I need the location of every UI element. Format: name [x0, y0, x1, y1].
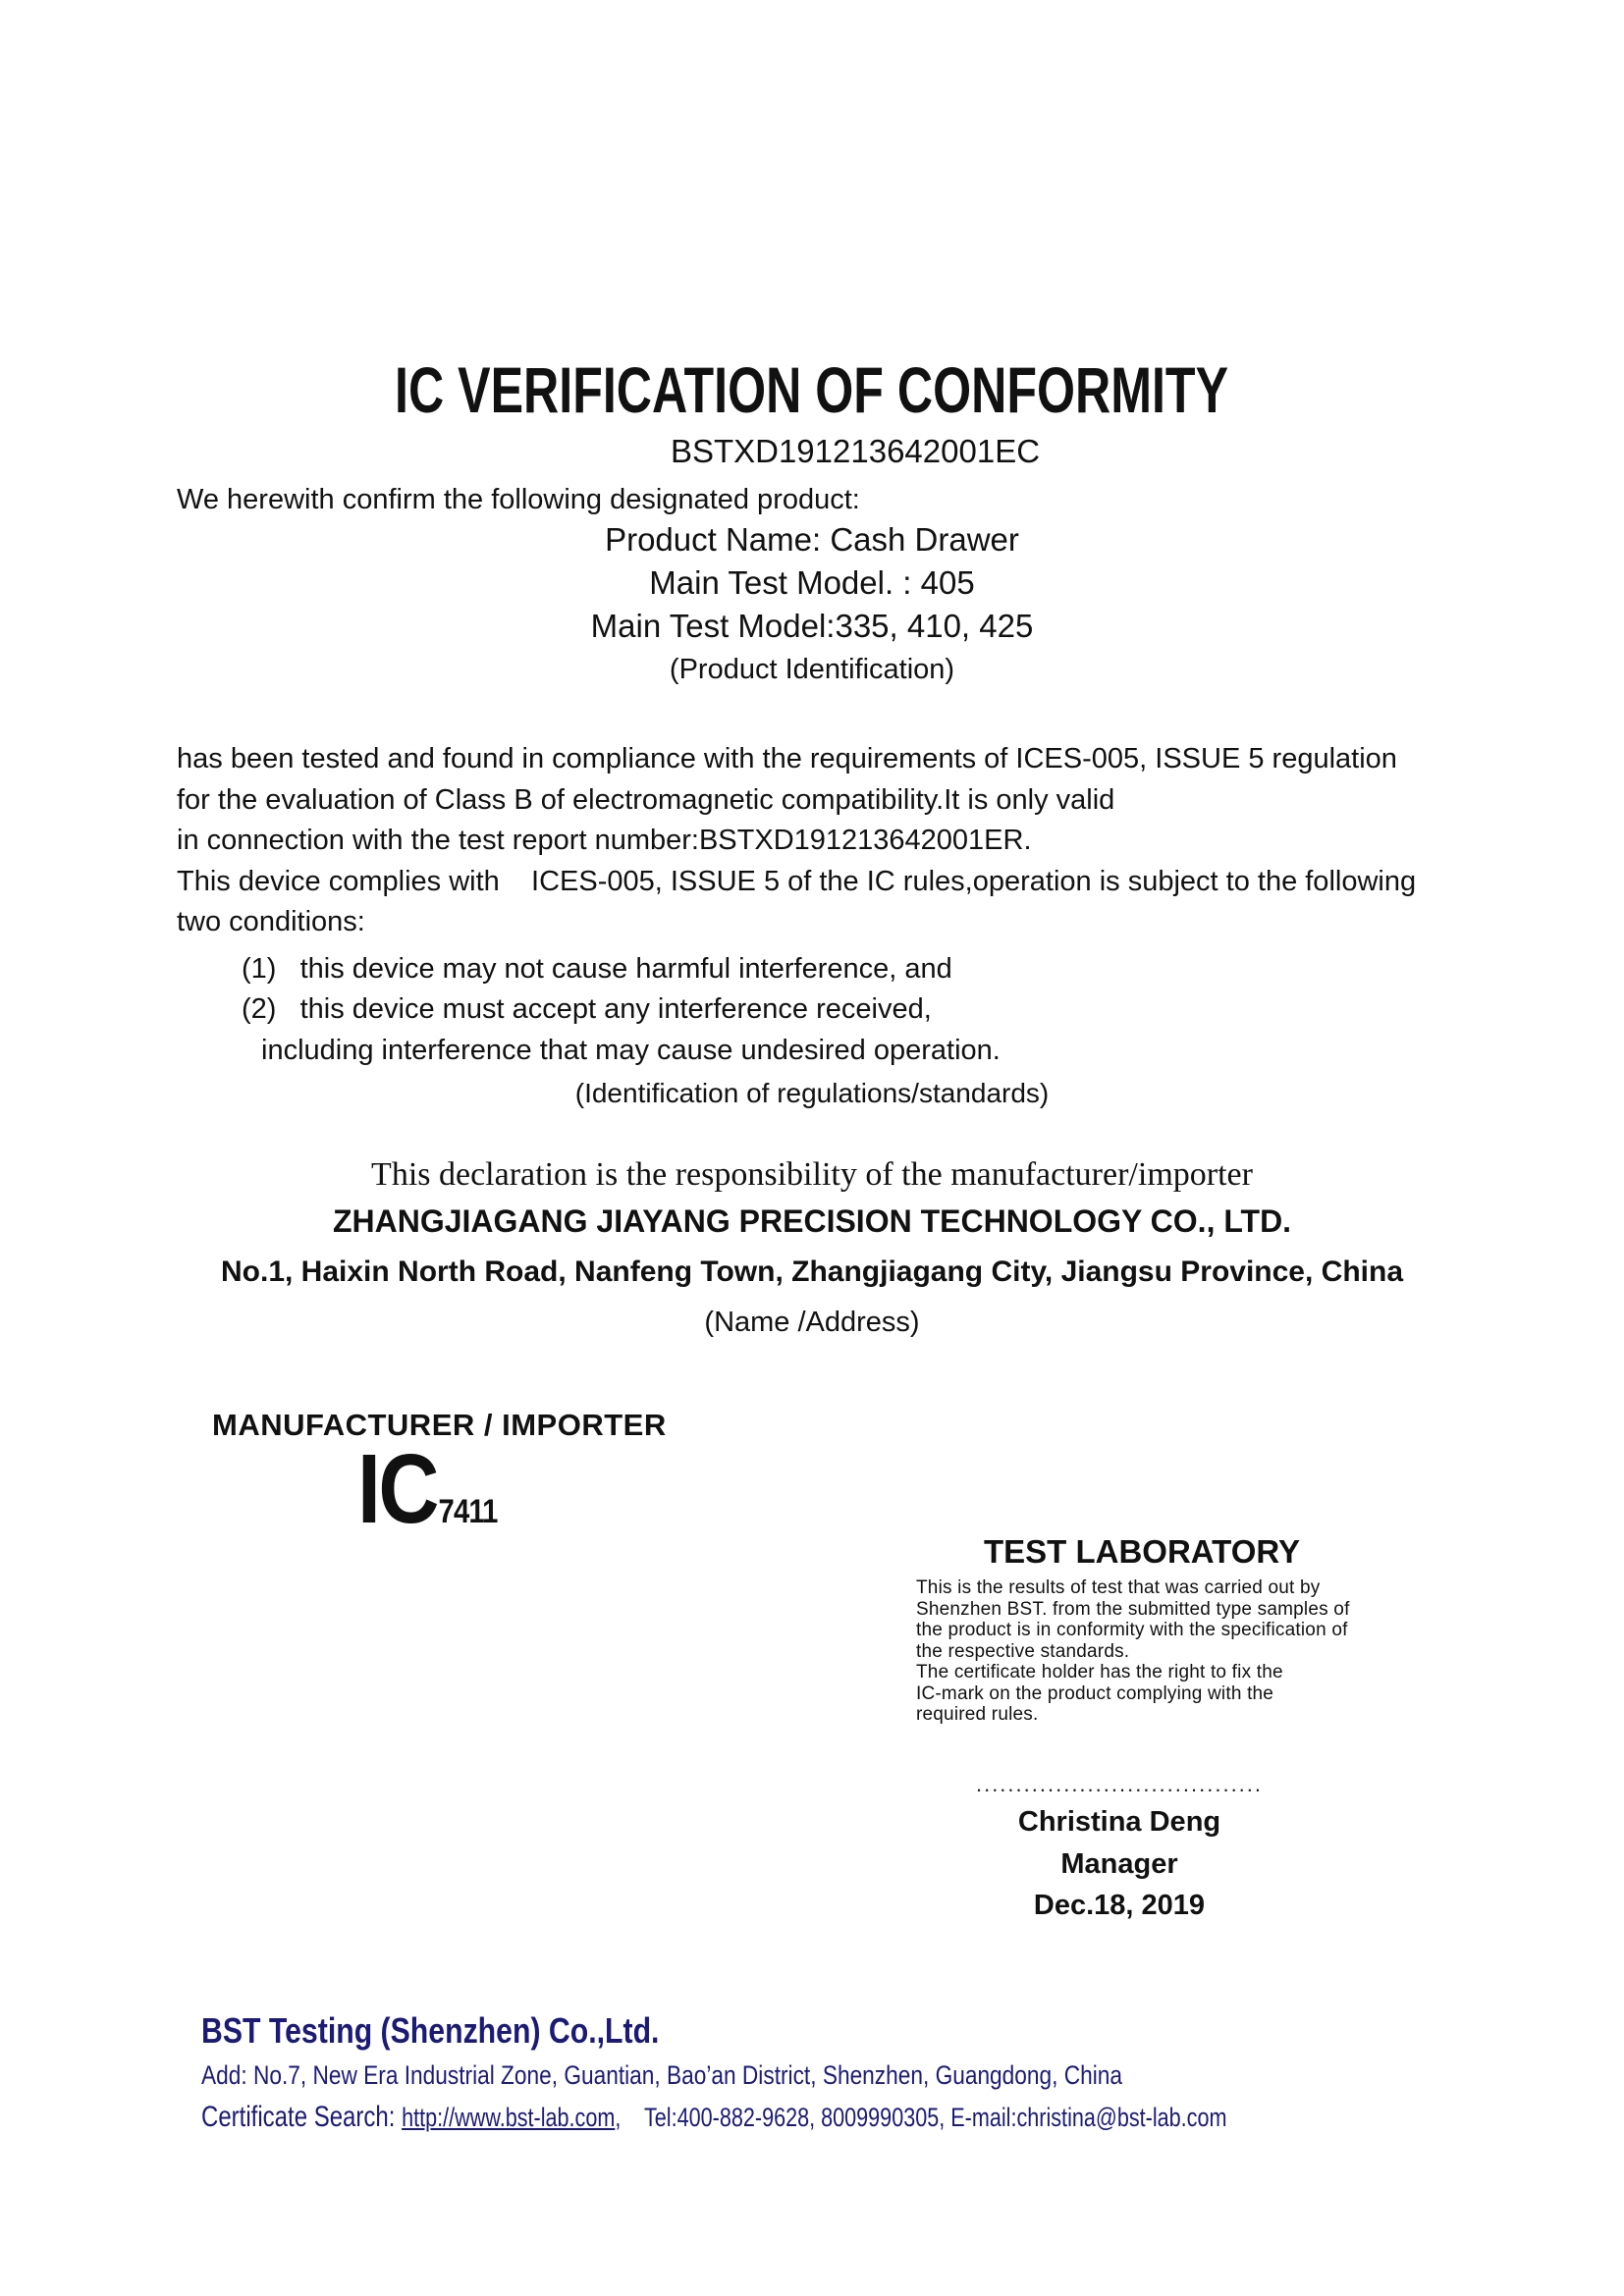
- signature-dotted-line: ....................................: [975, 1772, 1264, 1796]
- test-laboratory-text-line: Shenzhen BST. from the submitted type samples of: [916, 1598, 1350, 1620]
- regulations-caption: (Identification of regulations/standards): [574, 1078, 1050, 1108]
- main-test-model-line: Main Test Model. : 405: [649, 564, 975, 601]
- product-identification-block: [35, 518, 1589, 691]
- certificate-number: BSTXD191213642001EC: [670, 433, 1041, 469]
- test-laboratory-text-line: This is the results of test that was carried out by: [916, 1577, 1321, 1598]
- condition-item-2-continued: including interference that may cause undesired operation.: [261, 1034, 1001, 1066]
- test-laboratory-text-line: the product is in conformity with the specification of: [916, 1620, 1348, 1640]
- certificate-title-text: IC VERIFICATION OF CONFORMITY: [395, 353, 1229, 426]
- certificate-title: [0, 355, 1624, 424]
- declaration-statement: This declaration is the responsibility of the manufacturer/importer: [371, 1156, 1253, 1193]
- compliance-line: in connection with the test report number:BSTXD191213642001ER.: [177, 825, 1032, 856]
- intro-line: We herewith confirm the following designated product:: [177, 484, 860, 515]
- ic-mark-number: 7411: [438, 1493, 498, 1530]
- other-test-models-line: Main Test Model:335, 410, 425: [590, 608, 1034, 644]
- manufacturer-name: ZHANGJIAGANG JIAYANG PRECISION TECHNOLOGY CO., LTD.: [332, 1203, 1292, 1239]
- certificate-search-link[interactable]: http://www.bst-lab.com: [402, 2103, 616, 2132]
- test-laboratory-text-line: the respective standards.: [916, 1640, 1130, 1662]
- footer-contact-line: [201, 2095, 1301, 2140]
- signature-block: [962, 1773, 1276, 1926]
- footer-address: Add: No.7, New Era Industrial Zone, Guantian, Bao’an District, Shenzhen, Guangdong, China: [201, 2060, 1122, 2090]
- manufacturer-importer-heading: MANUFACTURER / IMPORTER: [212, 1408, 667, 1442]
- name-address-caption: (Name /Address): [704, 1307, 920, 1338]
- footer-contact-info: , Tel:400-882-9628, 8009990305, E-mail:christina@bst-lab.com: [615, 2103, 1227, 2132]
- test-laboratory-text-line: IC-mark on the product complying with the: [916, 1682, 1274, 1704]
- signatory-role: Manager: [1060, 1848, 1178, 1880]
- test-laboratory-section: [916, 1533, 1368, 1726]
- test-laboratory-text-line: required rules.: [916, 1704, 1039, 1725]
- compliance-line: for the evaluation of Class B of electromagnetic compatibility.It is only valid: [177, 783, 1115, 816]
- compliance-paragraph: [177, 739, 1483, 1071]
- condition-item-1: (1) this device may not cause harmful interference, and: [242, 952, 952, 985]
- certificate-search-label: Certificate Search:: [201, 2101, 403, 2133]
- manufacturer-address: No.1, Haixin North Road, Nanfeng Town, Zhangjiagang City, Jiangsu Province, China: [221, 1255, 1403, 1288]
- test-laboratory-text-line: The certificate holder has the right to fix the: [916, 1662, 1283, 1682]
- ic-mark-letters: IC: [357, 1434, 437, 1544]
- footer: [201, 2008, 1576, 2140]
- test-laboratory-heading: TEST LABORATORY: [983, 1533, 1301, 1570]
- compliance-line: This device complies with ICES-005, ISSUE 5 of the IC rules,operation is subject to the following: [177, 865, 1417, 897]
- condition-item-2: (2) this device must accept any interference received,: [242, 993, 932, 1025]
- product-id-caption: (Product Identification): [669, 654, 955, 685]
- compliance-line: two conditions:: [177, 906, 365, 937]
- issue-date: Dec.18, 2019: [1033, 1890, 1206, 1921]
- footer-company-name: BST Testing (Shenzhen) Co.,Ltd.: [201, 2010, 660, 2051]
- compliance-line: has been tested and found in compliance with the requirements of ICES-005, ISSUE 5 regulation: [177, 743, 1397, 774]
- ic-mark-logo: [357, 1435, 498, 1543]
- product-name-line: Product Name: Cash Drawer: [605, 521, 1019, 558]
- signatory-name: Christina Deng: [1017, 1806, 1221, 1838]
